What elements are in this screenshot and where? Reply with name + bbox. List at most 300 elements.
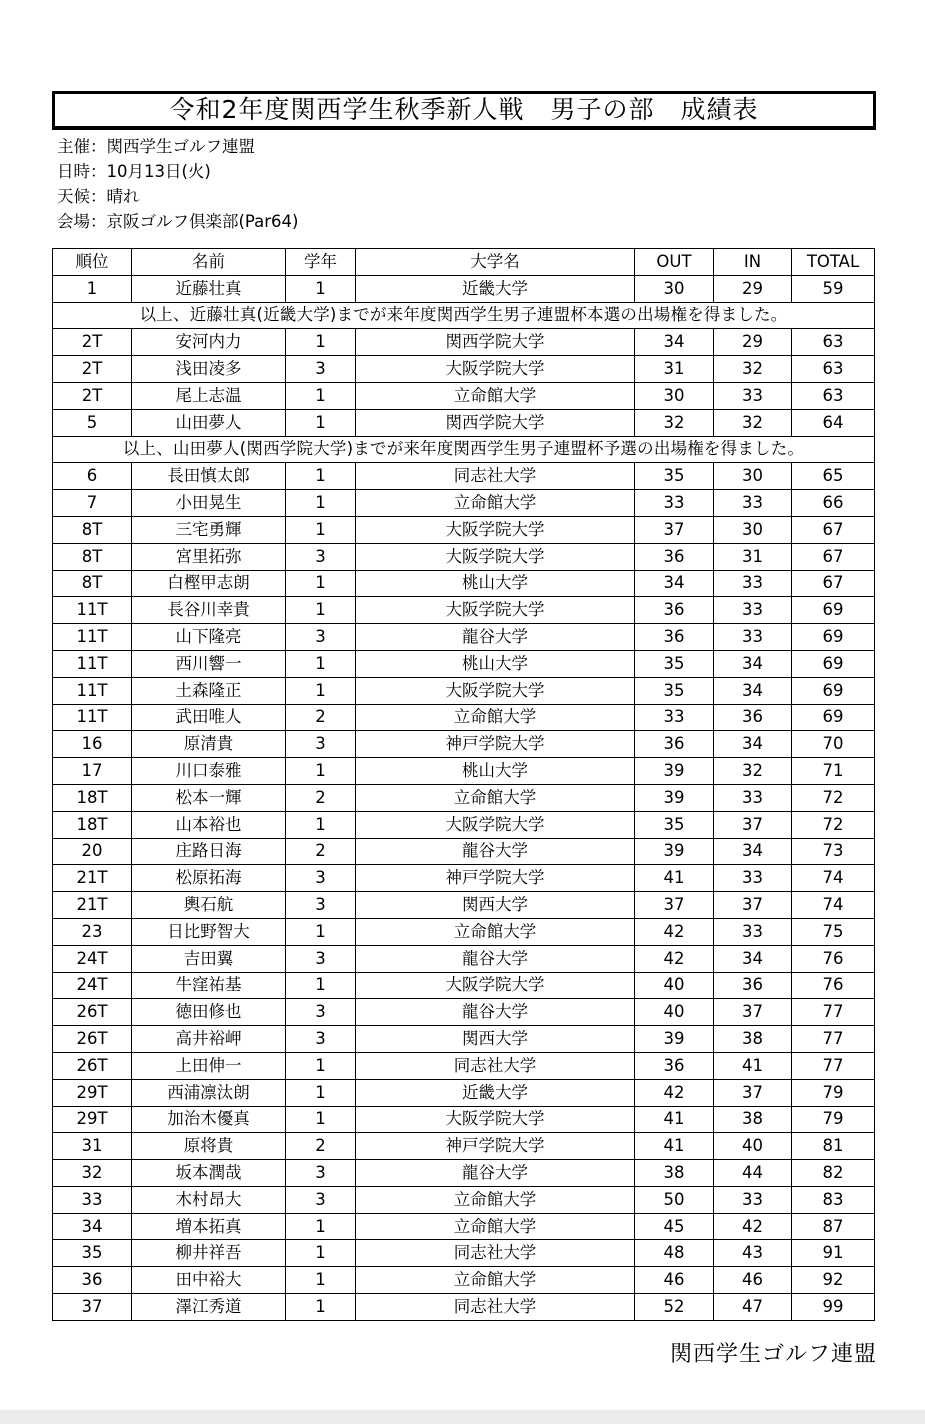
out-cell: 36 [635, 597, 714, 624]
university-cell: 龍谷大学 [356, 838, 635, 865]
university-cell: 近畿大学 [356, 275, 635, 302]
out-cell: 50 [635, 1186, 714, 1213]
table-row [53, 1186, 875, 1213]
university-cell: 関西大学 [356, 1026, 635, 1053]
total-cell: 63 [792, 382, 875, 409]
grade-cell: 1 [286, 329, 356, 356]
total-cell: 76 [792, 972, 875, 999]
out-cell: 34 [635, 570, 714, 597]
header-in: IN [714, 249, 792, 276]
in-cell: 33 [714, 918, 792, 945]
rank-cell: 1 [53, 275, 132, 302]
university-cell: 龍谷大学 [356, 624, 635, 651]
university-cell: 大阪学院大学 [356, 1106, 635, 1133]
table-row [53, 1160, 875, 1187]
rank-cell: 11T [53, 677, 132, 704]
rank-cell: 8T [53, 543, 132, 570]
name-cell: 木村昂大 [132, 1186, 286, 1213]
table-row [53, 543, 875, 570]
name-cell: 吉田翼 [132, 945, 286, 972]
out-cell: 35 [635, 463, 714, 490]
name-cell: 小田晃生 [132, 490, 286, 517]
grade-cell: 1 [286, 1079, 356, 1106]
grade-cell: 1 [286, 1106, 356, 1133]
university-cell: 大阪学院大学 [356, 356, 635, 383]
total-cell: 91 [792, 1240, 875, 1267]
university-cell: 大阪学院大学 [356, 543, 635, 570]
total-cell: 66 [792, 490, 875, 517]
table-row [53, 650, 875, 677]
total-cell: 79 [792, 1106, 875, 1133]
qualification-note: 以上、近藤壮真(近畿大学)までが来年度関西学生男子連盟杯本選の出場権を得ました。 [53, 302, 875, 329]
grade-cell: 3 [286, 1026, 356, 1053]
in-cell: 34 [714, 731, 792, 758]
university-cell: 立命館大学 [356, 490, 635, 517]
total-cell: 69 [792, 597, 875, 624]
event-info-row [57, 209, 298, 234]
total-cell: 69 [792, 624, 875, 651]
out-cell: 40 [635, 999, 714, 1026]
total-cell: 81 [792, 1133, 875, 1160]
table-row [53, 784, 875, 811]
name-cell: 日比野智大 [132, 918, 286, 945]
total-cell: 77 [792, 999, 875, 1026]
name-cell: 牛窪祐基 [132, 972, 286, 999]
name-cell: 上田伸一 [132, 1052, 286, 1079]
grade-cell: 1 [286, 1052, 356, 1079]
university-cell: 大阪学院大学 [356, 516, 635, 543]
out-cell: 32 [635, 409, 714, 436]
rank-cell: 2T [53, 356, 132, 383]
rank-cell: 11T [53, 597, 132, 624]
rank-cell: 11T [53, 650, 132, 677]
total-cell: 63 [792, 329, 875, 356]
out-cell: 42 [635, 1079, 714, 1106]
qualification-note-row [53, 302, 875, 329]
university-cell: 桃山大学 [356, 570, 635, 597]
out-cell: 41 [635, 1133, 714, 1160]
table-row [53, 356, 875, 383]
name-cell: 宮里拓弥 [132, 543, 286, 570]
rank-cell: 34 [53, 1213, 132, 1240]
in-cell: 41 [714, 1052, 792, 1079]
university-cell: 同志社大学 [356, 1240, 635, 1267]
table-row [53, 597, 875, 624]
total-cell: 63 [792, 356, 875, 383]
name-cell: 松本一輝 [132, 784, 286, 811]
event-info-value: 10月13日(火) [106, 162, 211, 181]
in-cell: 33 [714, 490, 792, 517]
event-info-label: 会場 [57, 212, 90, 231]
university-cell: 近畿大学 [356, 1079, 635, 1106]
table-header-row [53, 249, 875, 276]
total-cell: 64 [792, 409, 875, 436]
name-cell: 柳井祥吾 [132, 1240, 286, 1267]
name-cell: 山下隆亮 [132, 624, 286, 651]
table-row [53, 382, 875, 409]
table-row [53, 409, 875, 436]
total-cell: 69 [792, 677, 875, 704]
grade-cell: 3 [286, 865, 356, 892]
name-cell: 輿石航 [132, 892, 286, 919]
qualification-note-row [53, 436, 875, 463]
rank-cell: 33 [53, 1186, 132, 1213]
total-cell: 65 [792, 463, 875, 490]
in-cell: 34 [714, 650, 792, 677]
total-cell: 83 [792, 1186, 875, 1213]
rank-cell: 18T [53, 811, 132, 838]
university-cell: 神戸学院大学 [356, 731, 635, 758]
grade-cell: 3 [286, 1186, 356, 1213]
event-info [57, 134, 298, 234]
out-cell: 39 [635, 838, 714, 865]
rank-cell: 8T [53, 516, 132, 543]
in-cell: 33 [714, 570, 792, 597]
in-cell: 40 [714, 1133, 792, 1160]
name-cell: 庄路日海 [132, 838, 286, 865]
university-cell: 神戸学院大学 [356, 865, 635, 892]
out-cell: 38 [635, 1160, 714, 1187]
table-row [53, 704, 875, 731]
out-cell: 37 [635, 892, 714, 919]
grade-cell: 3 [286, 543, 356, 570]
university-cell: 大阪学院大学 [356, 811, 635, 838]
in-cell: 37 [714, 892, 792, 919]
in-cell: 33 [714, 624, 792, 651]
out-cell: 30 [635, 275, 714, 302]
university-cell: 同志社大学 [356, 1052, 635, 1079]
in-cell: 29 [714, 275, 792, 302]
out-cell: 39 [635, 1026, 714, 1053]
table-row [53, 329, 875, 356]
university-cell: 大阪学院大学 [356, 597, 635, 624]
university-cell: 関西大学 [356, 892, 635, 919]
table-row [53, 1240, 875, 1267]
event-info-value: 晴れ [106, 187, 140, 206]
total-cell: 59 [792, 275, 875, 302]
in-cell: 31 [714, 543, 792, 570]
table-row [53, 463, 875, 490]
event-info-row [57, 159, 298, 184]
table-row [53, 892, 875, 919]
rank-cell: 2T [53, 382, 132, 409]
table-row [53, 918, 875, 945]
out-cell: 37 [635, 516, 714, 543]
grade-cell: 1 [286, 650, 356, 677]
in-cell: 34 [714, 677, 792, 704]
in-cell: 37 [714, 999, 792, 1026]
out-cell: 35 [635, 811, 714, 838]
total-cell: 72 [792, 811, 875, 838]
name-cell: 松原拓海 [132, 865, 286, 892]
in-cell: 34 [714, 838, 792, 865]
university-cell: 桃山大学 [356, 650, 635, 677]
in-cell: 32 [714, 758, 792, 785]
rank-cell: 6 [53, 463, 132, 490]
table-row [53, 1079, 875, 1106]
grade-cell: 3 [286, 1160, 356, 1187]
grade-cell: 2 [286, 1133, 356, 1160]
name-cell: 武田唯人 [132, 704, 286, 731]
total-cell: 77 [792, 1052, 875, 1079]
table-row [53, 624, 875, 651]
out-cell: 33 [635, 490, 714, 517]
rank-cell: 26T [53, 1026, 132, 1053]
event-info-row [57, 134, 298, 159]
rank-cell: 32 [53, 1160, 132, 1187]
in-cell: 37 [714, 1079, 792, 1106]
table-row [53, 275, 875, 302]
in-cell: 47 [714, 1294, 792, 1321]
results-table [52, 248, 875, 1321]
name-cell: 浅田凌多 [132, 356, 286, 383]
university-cell: 立命館大学 [356, 784, 635, 811]
name-cell: 原清貴 [132, 731, 286, 758]
in-cell: 32 [714, 356, 792, 383]
in-cell: 33 [714, 865, 792, 892]
name-cell: 西川響一 [132, 650, 286, 677]
total-cell: 87 [792, 1213, 875, 1240]
table-row [53, 972, 875, 999]
event-info-separator: ： [90, 137, 107, 156]
university-cell: 立命館大学 [356, 1186, 635, 1213]
table-row [53, 811, 875, 838]
out-cell: 39 [635, 758, 714, 785]
table-row [53, 677, 875, 704]
rank-cell: 8T [53, 570, 132, 597]
rank-cell: 36 [53, 1267, 132, 1294]
grade-cell: 2 [286, 838, 356, 865]
table-row [53, 490, 875, 517]
in-cell: 33 [714, 597, 792, 624]
grade-cell: 1 [286, 516, 356, 543]
grade-cell: 1 [286, 570, 356, 597]
table-row [53, 1052, 875, 1079]
name-cell: 徳田修也 [132, 999, 286, 1026]
grade-cell: 1 [286, 1267, 356, 1294]
name-cell: 西浦凛汰朗 [132, 1079, 286, 1106]
in-cell: 36 [714, 972, 792, 999]
in-cell: 38 [714, 1106, 792, 1133]
in-cell: 42 [714, 1213, 792, 1240]
total-cell: 75 [792, 918, 875, 945]
grade-cell: 1 [286, 758, 356, 785]
university-cell: 立命館大学 [356, 704, 635, 731]
event-info-row [57, 184, 298, 209]
table-row [53, 570, 875, 597]
table-row [53, 999, 875, 1026]
header-grade: 学年 [286, 249, 356, 276]
in-cell: 29 [714, 329, 792, 356]
out-cell: 39 [635, 784, 714, 811]
name-cell: 白樫甲志朗 [132, 570, 286, 597]
in-cell: 43 [714, 1240, 792, 1267]
rank-cell: 23 [53, 918, 132, 945]
name-cell: 山本裕也 [132, 811, 286, 838]
in-cell: 38 [714, 1026, 792, 1053]
event-info-separator: ： [90, 162, 107, 181]
university-cell: 神戸学院大学 [356, 1133, 635, 1160]
in-cell: 33 [714, 1186, 792, 1213]
rank-cell: 21T [53, 865, 132, 892]
out-cell: 31 [635, 356, 714, 383]
rank-cell: 26T [53, 999, 132, 1026]
table-row [53, 1294, 875, 1321]
name-cell: 長谷川幸貴 [132, 597, 286, 624]
in-cell: 33 [714, 382, 792, 409]
grade-cell: 1 [286, 1240, 356, 1267]
in-cell: 34 [714, 945, 792, 972]
out-cell: 41 [635, 1106, 714, 1133]
header-rank: 順位 [53, 249, 132, 276]
table-row [53, 945, 875, 972]
grade-cell: 3 [286, 945, 356, 972]
total-cell: 79 [792, 1079, 875, 1106]
total-cell: 67 [792, 516, 875, 543]
grade-cell: 3 [286, 999, 356, 1026]
rank-cell: 18T [53, 784, 132, 811]
total-cell: 71 [792, 758, 875, 785]
rank-cell: 5 [53, 409, 132, 436]
university-cell: 立命館大学 [356, 1213, 635, 1240]
university-cell: 立命館大学 [356, 1267, 635, 1294]
name-cell: 坂本潤哉 [132, 1160, 286, 1187]
rank-cell: 17 [53, 758, 132, 785]
grade-cell: 1 [286, 677, 356, 704]
rank-cell: 35 [53, 1240, 132, 1267]
grade-cell: 1 [286, 463, 356, 490]
name-cell: 増本拓真 [132, 1213, 286, 1240]
in-cell: 30 [714, 463, 792, 490]
in-cell: 30 [714, 516, 792, 543]
name-cell: 近藤壮真 [132, 275, 286, 302]
table-row [53, 1133, 875, 1160]
event-info-label: 主催 [57, 137, 90, 156]
out-cell: 42 [635, 945, 714, 972]
out-cell: 36 [635, 624, 714, 651]
grade-cell: 1 [286, 811, 356, 838]
rank-cell: 24T [53, 945, 132, 972]
out-cell: 30 [635, 382, 714, 409]
name-cell: 三宅勇輝 [132, 516, 286, 543]
table-row [53, 731, 875, 758]
total-cell: 76 [792, 945, 875, 972]
university-cell: 桃山大学 [356, 758, 635, 785]
rank-cell: 24T [53, 972, 132, 999]
out-cell: 35 [635, 677, 714, 704]
rank-cell: 26T [53, 1052, 132, 1079]
grade-cell: 1 [286, 1213, 356, 1240]
in-cell: 46 [714, 1267, 792, 1294]
grade-cell: 3 [286, 892, 356, 919]
grade-cell: 1 [286, 918, 356, 945]
total-cell: 74 [792, 865, 875, 892]
event-info-value: 関西学生ゴルフ連盟 [106, 137, 255, 156]
header-name: 名前 [132, 249, 286, 276]
grade-cell: 1 [286, 275, 356, 302]
rank-cell: 11T [53, 704, 132, 731]
total-cell: 70 [792, 731, 875, 758]
table-row [53, 1106, 875, 1133]
grade-cell: 1 [286, 597, 356, 624]
university-cell: 大阪学院大学 [356, 972, 635, 999]
out-cell: 34 [635, 329, 714, 356]
grade-cell: 1 [286, 972, 356, 999]
in-cell: 33 [714, 784, 792, 811]
rank-cell: 20 [53, 838, 132, 865]
table-row [53, 758, 875, 785]
name-cell: 安河内力 [132, 329, 286, 356]
table-row [53, 1026, 875, 1053]
university-cell: 同志社大学 [356, 1294, 635, 1321]
header-university: 大学名 [356, 249, 635, 276]
grade-cell: 3 [286, 624, 356, 651]
grade-cell: 1 [286, 490, 356, 517]
total-cell: 72 [792, 784, 875, 811]
university-cell: 関西学院大学 [356, 329, 635, 356]
out-cell: 35 [635, 650, 714, 677]
out-cell: 36 [635, 1052, 714, 1079]
grade-cell: 1 [286, 382, 356, 409]
header-total: TOTAL [792, 249, 875, 276]
rank-cell: 31 [53, 1133, 132, 1160]
table-row [53, 1267, 875, 1294]
university-cell: 立命館大学 [356, 382, 635, 409]
name-cell: 川口泰雅 [132, 758, 286, 785]
name-cell: 加治木優真 [132, 1106, 286, 1133]
grade-cell: 3 [286, 356, 356, 383]
event-info-label: 天候 [57, 187, 90, 206]
in-cell: 37 [714, 811, 792, 838]
out-cell: 41 [635, 865, 714, 892]
out-cell: 36 [635, 731, 714, 758]
name-cell: 高井裕岬 [132, 1026, 286, 1053]
rank-cell: 29T [53, 1106, 132, 1133]
grade-cell: 3 [286, 731, 356, 758]
university-cell: 龍谷大学 [356, 999, 635, 1026]
total-cell: 73 [792, 838, 875, 865]
out-cell: 52 [635, 1294, 714, 1321]
out-cell: 45 [635, 1213, 714, 1240]
total-cell: 77 [792, 1026, 875, 1053]
out-cell: 42 [635, 918, 714, 945]
rank-cell: 11T [53, 624, 132, 651]
total-cell: 82 [792, 1160, 875, 1187]
total-cell: 69 [792, 650, 875, 677]
total-cell: 67 [792, 543, 875, 570]
grade-cell: 2 [286, 784, 356, 811]
table-row [53, 865, 875, 892]
name-cell: 長田慎太郎 [132, 463, 286, 490]
footer-organization: 関西学生ゴルフ連盟 [669, 1342, 877, 1367]
out-cell: 46 [635, 1267, 714, 1294]
table-row [53, 838, 875, 865]
grade-cell: 1 [286, 409, 356, 436]
grade-cell: 1 [286, 1294, 356, 1321]
university-cell: 龍谷大学 [356, 945, 635, 972]
out-cell: 40 [635, 972, 714, 999]
name-cell: 山田夢人 [132, 409, 286, 436]
in-cell: 36 [714, 704, 792, 731]
total-cell: 92 [792, 1267, 875, 1294]
university-cell: 龍谷大学 [356, 1160, 635, 1187]
event-info-label: 日時 [57, 162, 90, 181]
name-cell: 尾上志温 [132, 382, 286, 409]
out-cell: 33 [635, 704, 714, 731]
university-cell: 同志社大学 [356, 463, 635, 490]
rank-cell: 37 [53, 1294, 132, 1321]
grade-cell: 2 [286, 704, 356, 731]
